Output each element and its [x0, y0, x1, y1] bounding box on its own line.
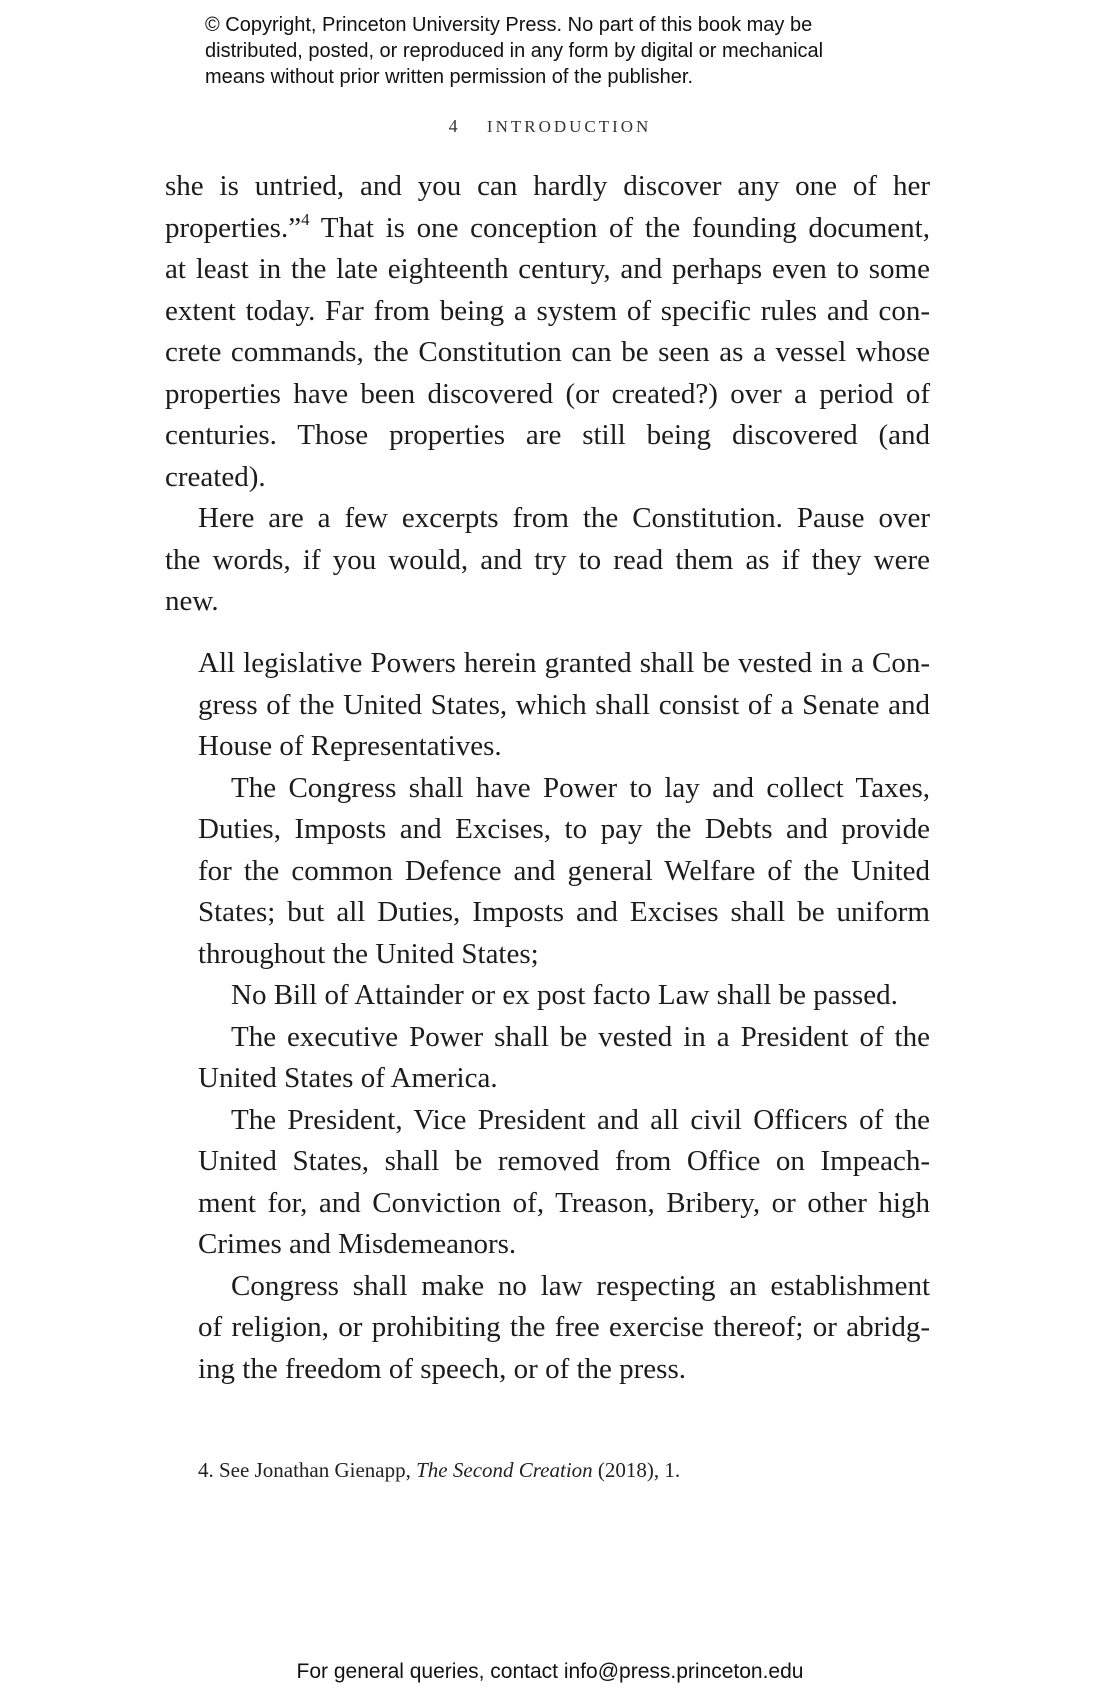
text-line: properties have been discovered (or created?) over a period of — [165, 377, 930, 410]
excerpt — [198, 768, 930, 976]
copyright-line: © Copyright, Princeton University Press. No part of this book may be — [205, 14, 813, 36]
contact-footer: For general queries, contact info@press.princeton.edu — [296, 1660, 804, 1683]
text-line — [165, 208, 930, 250]
running-head — [0, 116, 1100, 137]
copyright-line: distributed, posted, or reproduced in any form by digital or mechanical — [205, 40, 824, 62]
text-line: new. — [165, 585, 219, 617]
paragraph — [165, 166, 930, 498]
excerpt — [198, 1266, 930, 1391]
text-line: United States of America. — [198, 1062, 498, 1094]
excerpt — [198, 1017, 930, 1100]
text-line: House of Representatives. — [198, 730, 502, 762]
text-line: United States, shall be removed from Office on Impeach- — [198, 1145, 930, 1177]
text-line: No Bill of Attainder or ex post facto Law shall be passed. — [231, 979, 898, 1011]
text-line: extent today. Far from being a system of specific rules and con- — [165, 294, 930, 327]
text-line: The executive Power shall be vested in a President of the — [231, 1020, 930, 1053]
text-line: created). — [165, 460, 266, 493]
copyright-line: means without prior written permission of the publisher. — [205, 66, 694, 88]
text-line: she is untried, and you can hardly discover any one of her — [165, 170, 930, 202]
text-line: at least in the late eighteenth century, and perhaps even to some — [165, 253, 930, 285]
footnote-marker: 4 — [301, 209, 310, 229]
text-fragment: That is one conception of the founding document, — [309, 211, 930, 244]
text-line: States; but all Duties, Imposts and Excises shall be uniform — [198, 896, 930, 928]
text-line: of religion, or prohibiting the free exercise thereof; or abridg- — [198, 1311, 930, 1343]
excerpt — [198, 1100, 930, 1266]
text-line: for the common Defence and general Welfare of the United — [198, 854, 930, 887]
page-number: 4 — [448, 116, 458, 136]
text-line: Here are a few excerpts from the Constitution. Pause over — [198, 502, 930, 534]
text-line: Congress shall make no law respecting an establishment — [231, 1269, 930, 1302]
section-title: INTRODUCTION — [486, 117, 652, 136]
text-line: throughout the United States; — [198, 937, 539, 970]
text-line: crete commands, the Constitution can be seen as a vessel whose — [165, 336, 930, 368]
text-line: centuries. Those properties are still being discovered (and — [165, 419, 930, 451]
text-line: the words, if you would, and try to read them as if they were — [165, 543, 930, 576]
text-line: All legislative Powers herein granted shall be vested in a Con- — [198, 647, 930, 679]
text-line: ing the freedom of speech, or of the press. — [198, 1352, 687, 1385]
text-line: The Congress shall have Power to lay and collect Taxes, — [231, 771, 930, 804]
excerpt — [198, 975, 930, 1017]
paragraph — [165, 498, 930, 623]
text-line: ment for, and Conviction of, Treason, Bribery, or other high — [198, 1186, 930, 1219]
text-line: gress of the United States, which shall consist of a Senate and — [198, 688, 930, 721]
footnote-book-title: The Second Creation — [416, 1458, 593, 1482]
text-line: The President, Vice President and all civil Officers of the — [231, 1103, 930, 1136]
footnote-suffix: (2018), 1. — [592, 1458, 681, 1482]
footnote — [198, 1458, 680, 1483]
text-line: Duties, Imposts and Excises, to pay the Debts and provide — [198, 813, 930, 845]
text-line: Crimes and Misdemeanors. — [198, 1228, 517, 1260]
footnote-prefix: 4. See Jonathan Gienapp, — [198, 1458, 417, 1482]
constitution-excerpts — [198, 643, 930, 1390]
text-fragment: properties.” — [165, 211, 302, 244]
body-text — [165, 166, 930, 623]
excerpt — [198, 643, 930, 768]
copyright-notice — [205, 12, 925, 90]
